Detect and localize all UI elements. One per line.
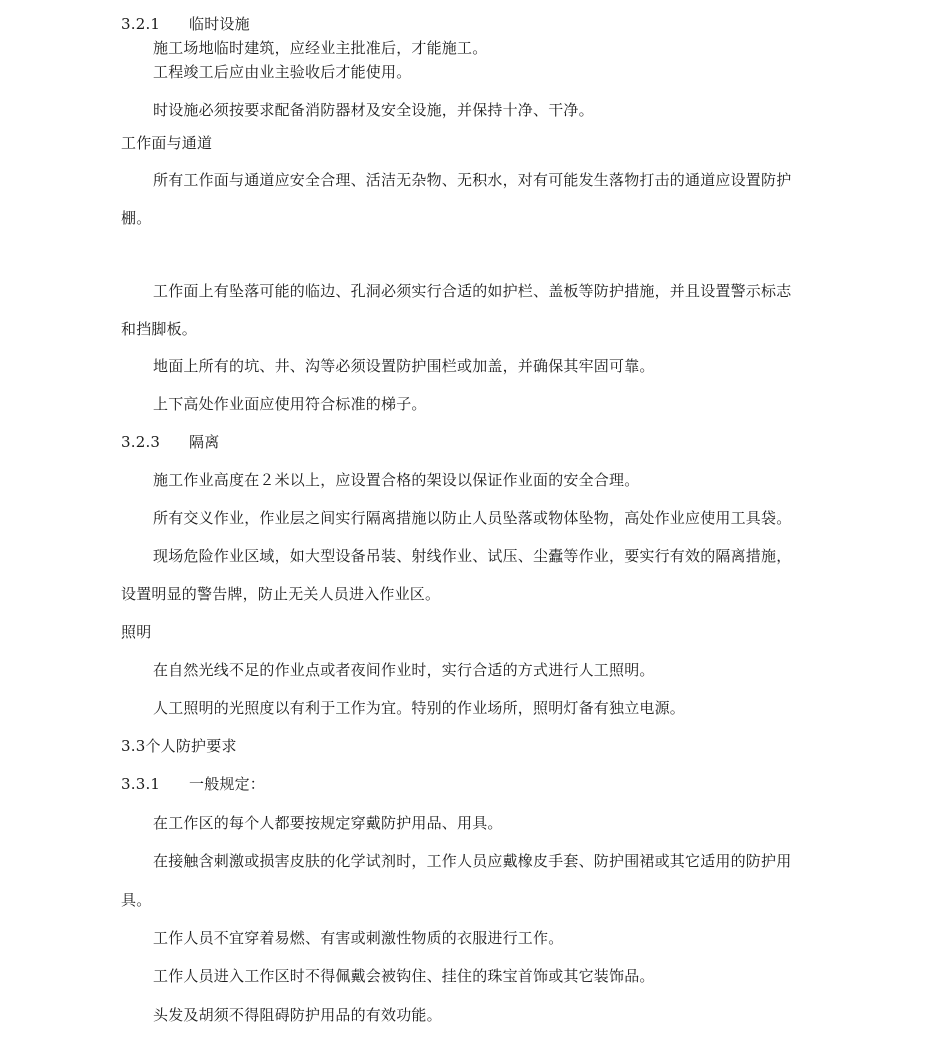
paragraph: 施工场地临时建筑，应经业主批准后，才能施工。 <box>153 39 488 57</box>
paragraph: 在接触含刺激或损害皮肤的化学试剂时，工作人员应戴橡皮手套、防护围裙或其它适用的防护用 <box>153 852 792 870</box>
paragraph: 头发及胡须不得阻碍防护用品的有效功能。 <box>153 1006 442 1024</box>
paragraph: 在工作区的每个人都要按规定穿戴防护用品、用具。 <box>153 814 503 832</box>
paragraph-continuation: 棚。 <box>121 209 152 227</box>
section-heading-3-2-1 <box>121 14 250 34</box>
paragraph-continuation: 和挡脚板。 <box>121 320 198 338</box>
paragraph: 人工照明的光照度以有利于工作为宜。特别的作业场所，照明灯备有独立电源。 <box>153 699 686 717</box>
paragraph: 现场危险作业区域，如大型设备吊装、射线作业、试压、尘蠹等作业，要实行有效的隔离措施， <box>153 547 792 565</box>
paragraph: 时设施必须按要求配备消防器材及安全设施，并保持十净、干净。 <box>153 101 594 119</box>
section-number: 3.2.3 <box>121 433 161 451</box>
paragraph: 地面上所有的坑、井、沟等必须设置防护围栏或加盖，并确保其牢固可靠。 <box>153 357 655 375</box>
paragraph: 所有工作面与通道应安全合理、活洁无杂物、无积水，对有可能发生落物打击的通道应设置防护 <box>153 171 792 189</box>
paragraph: 施工作业高度在２米以上，应设置合格的架设以保证作业面的安全合理。 <box>153 471 640 489</box>
paragraph: 所有交义作业，作业层之间实行隔离措施以防止人员坠落或物体坠物，高处作业应使用工具袋。 <box>153 509 792 527</box>
paragraph: 上下高处作业面应使用符合标准的梯子。 <box>153 395 427 413</box>
paragraph: 工作面上有坠落可能的临边、孔洞必须实行合适的如护栏、盖板等防护措施，并且设置警示标志 <box>153 282 792 300</box>
paragraph-continuation: 具。 <box>121 891 152 909</box>
section-heading-3-3-1 <box>121 774 265 794</box>
section-heading-3-2-3 <box>121 432 219 452</box>
paragraph-continuation: 设置明显的警告牌，防止无关人员进入作业区。 <box>121 585 441 603</box>
section-heading-work-surface: 工作面与通道 <box>121 134 213 152</box>
section-heading-lighting: 照明 <box>121 623 152 641</box>
section-heading-3-3: 3.3个人防护要求 <box>121 737 237 755</box>
section-number: 3.2.1 <box>121 15 161 33</box>
section-title: 一般规定： <box>189 775 266 793</box>
paragraph: 工作人员进入工作区时不得佩戴会被钩住、挂住的珠宝首饰或其它装饰品。 <box>153 967 655 985</box>
section-title: 临时设施 <box>189 15 250 33</box>
section-number: 3.3.1 <box>121 775 161 793</box>
section-title: 隔离 <box>189 433 220 451</box>
paragraph: 工程竣工后应由业主验收后才能使用。 <box>153 63 412 81</box>
paragraph: 工作人员不宜穿着易燃、有害或刺激性物质的衣服进行工作。 <box>153 929 564 947</box>
paragraph: 在自然光线不足的作业点或者夜间作业时，实行合适的方式进行人工照明。 <box>153 661 655 679</box>
